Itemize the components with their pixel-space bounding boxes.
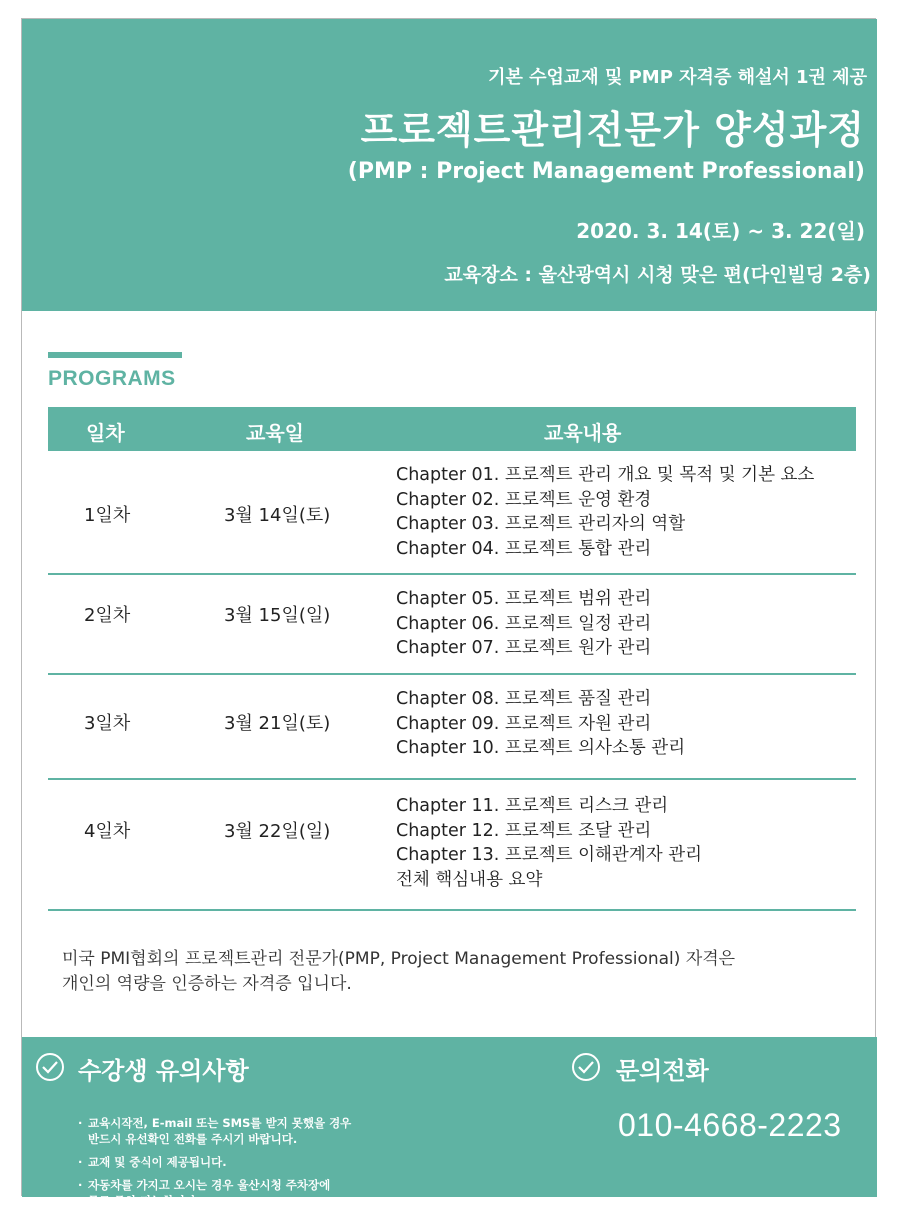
column-header-day: 일차 [86,421,125,445]
notice-line: · 자동차를 가지고 오시는 경우 울산시청 주차장에 [88,1178,331,1192]
chapter-line: 전체 핵심내용 요약 [396,869,543,890]
notice-line: · 교육시작전, E-mail 또는 SMS를 받지 못했을 경우 [88,1116,352,1130]
chapter-line: Chapter 05. 프로젝트 범위 관리 [396,589,652,609]
notice-line: 무료 주차 가능합니다. [88,1194,201,1208]
notice-title: 수강생 유의사항 [78,1057,249,1085]
programs-accent-bar [48,352,182,358]
row-date: 3월 22일(일) [224,821,331,842]
description-line: 개인의 역량을 인증하는 자격증 입니다. [62,974,352,994]
table-row [48,451,856,575]
table-row [48,675,856,780]
pmp-description [62,947,735,997]
row-content [396,794,702,892]
header-banner [22,19,877,311]
course-dates: 2020. 3. 14(토) ~ 3. 22(일) [576,219,865,243]
contact-title: 문의전화 [616,1057,709,1085]
chapter-line: Chapter 10. 프로젝트 의사소통 관리 [396,738,686,758]
list-item [78,1154,351,1170]
course-english-title: (PMP : Project Management Professional) [347,159,865,184]
chapter-line: Chapter 07. 프로젝트 원가 관리 [396,638,652,658]
chapter-line: Chapter 13. 프로젝트 이해관계자 관리 [396,845,703,865]
notice-list [78,1115,351,1216]
programs-label: PROGRAMS [48,367,176,390]
chapter-line: Chapter 12. 프로젝트 조달 관리 [396,820,652,841]
chapter-line: Chapter 11. 프로젝트 리스크 관리 [396,796,669,816]
row-content [396,687,685,761]
row-date: 3월 14일(토) [224,505,331,526]
notice-line: 반드시 유선확인 전화를 주시기 바랍니다. [88,1132,298,1146]
notice-line: · 교재 및 중식이 제공됩니다. [88,1155,227,1169]
header-subtitle: 기본 수업교재 및 PMP 자격증 해설서 1권 제공 [488,67,867,88]
row-day: 2일차 [84,605,131,626]
flyer [21,18,876,1208]
contact-phone[interactable]: 010-4668-2223 [618,1107,842,1143]
list-item [78,1115,351,1147]
footer-banner [22,1037,877,1208]
schedule-table-header [48,407,856,451]
course-venue: 교육장소 : 울산광역시 시청 맞은 편(다인빌딩 2층) [444,264,871,286]
description-line: 미국 PMI협회의 프로젝트관리 전문가(PMP, Project Management Professional) 자격은 [62,949,736,969]
chapter-line: Chapter 02. 프로젝트 운영 환경 [396,489,652,510]
chapter-line: Chapter 09. 프로젝트 자원 관리 [396,713,652,734]
list-item [78,1177,351,1209]
table-row [48,780,856,911]
chapter-line: Chapter 01. 프로젝트 관리 개요 및 목적 및 기본 요소 [396,465,815,485]
row-content [396,587,651,661]
check-circle-icon [36,1053,64,1081]
row-date: 3월 15일(일) [224,605,331,626]
column-header-date: 교육일 [246,421,304,445]
row-date: 3월 21일(토) [224,713,331,734]
chapter-line: Chapter 08. 프로젝트 품질 관리 [396,689,652,709]
row-content [396,463,814,561]
row-day: 3일차 [84,713,131,734]
table-row [48,575,856,675]
row-day: 1일차 [84,505,131,526]
check-circle-icon [572,1053,600,1081]
row-day: 4일차 [84,821,131,842]
chapter-line: Chapter 04. 프로젝트 통합 관리 [396,538,652,559]
column-header-content: 교육내용 [544,421,622,445]
chapter-line: Chapter 03. 프로젝트 관리자의 역할 [396,514,686,534]
course-title: 프로젝트관리전문가 양성과정 [360,108,865,152]
chapter-line: Chapter 06. 프로젝트 일정 관리 [396,613,652,634]
